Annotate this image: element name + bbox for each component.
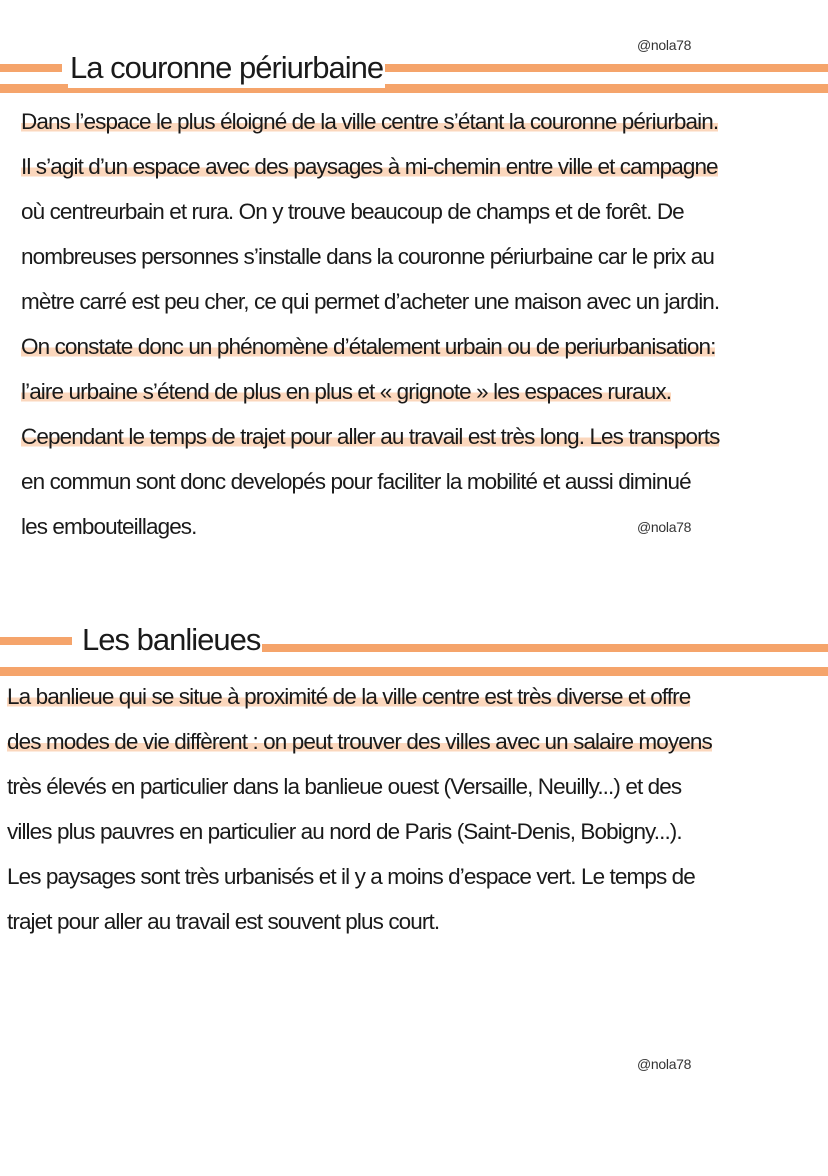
section-divider (0, 667, 828, 676)
paragraph-line: très élevés en particulier dans la banlieue ouest (Versaille, Neuilly...) et des (7, 774, 682, 799)
section-title-banlieues: Les banlieues (80, 620, 262, 660)
paragraph-line: Dans l’espace le plus éloigné de la ville centre s’étant la couronne périurbain. (21, 109, 719, 134)
paragraph-line: les embouteillages. (21, 514, 197, 539)
paragraph-line: en commun sont donc developés pour faciliter la mobilité et aussi diminué (21, 469, 691, 494)
paragraph-line: Les paysages sont très urbanisés et il y a moins d’espace vert. Le temps de (7, 864, 695, 889)
paragraph-line: Il s’agit d’un espace avec des paysages à mi-chemin entre ville et campagne (21, 154, 718, 179)
paragraph-line: villes plus pauvres en particulier au nord de Paris (Saint-Denis, Bobigny...). (7, 819, 682, 844)
section-body-periurbaine (21, 107, 821, 547)
paragraph-line: nombreuses personnes s’installe dans la couronne périurbaine car le prix au (21, 244, 714, 269)
section-title-periurbaine: La couronne périurbaine (68, 48, 385, 88)
section-body-banlieues (7, 682, 822, 952)
paragraph-line: trajet pour aller au travail est souvent plus court. (7, 909, 440, 934)
paragraph-line: l’aire urbaine s’étend de plus en plus et « grignote » les espaces ruraux. (21, 379, 672, 404)
title-rule-left (0, 64, 62, 72)
title-rule-right (246, 644, 828, 652)
watermark: @nola78 (637, 1056, 692, 1072)
title-rule-right (372, 64, 828, 72)
watermark: @nola78 (637, 37, 692, 53)
title-rule-left (0, 637, 72, 645)
paragraph-line: où centreurbain et rura. On y trouve beaucoup de champs et de forêt. De (21, 199, 684, 224)
paragraph-line: On constate donc un phénomène d’étalement urbain ou de periurbanisation: (21, 334, 716, 359)
watermark: @nola78 (637, 519, 692, 535)
paragraph-line: Cependant le temps de trajet pour aller au travail est très long. Les transports (21, 424, 720, 449)
paragraph-line: des modes de vie diffèrent : on peut trouver des villes avec un salaire moyens (7, 729, 712, 754)
paragraph-line: mètre carré est peu cher, ce qui permet d’acheter une maison avec un jardin. (21, 289, 720, 314)
paragraph-line: La banlieue qui se situe à proximité de la ville centre est très diverse et offre (7, 684, 691, 709)
